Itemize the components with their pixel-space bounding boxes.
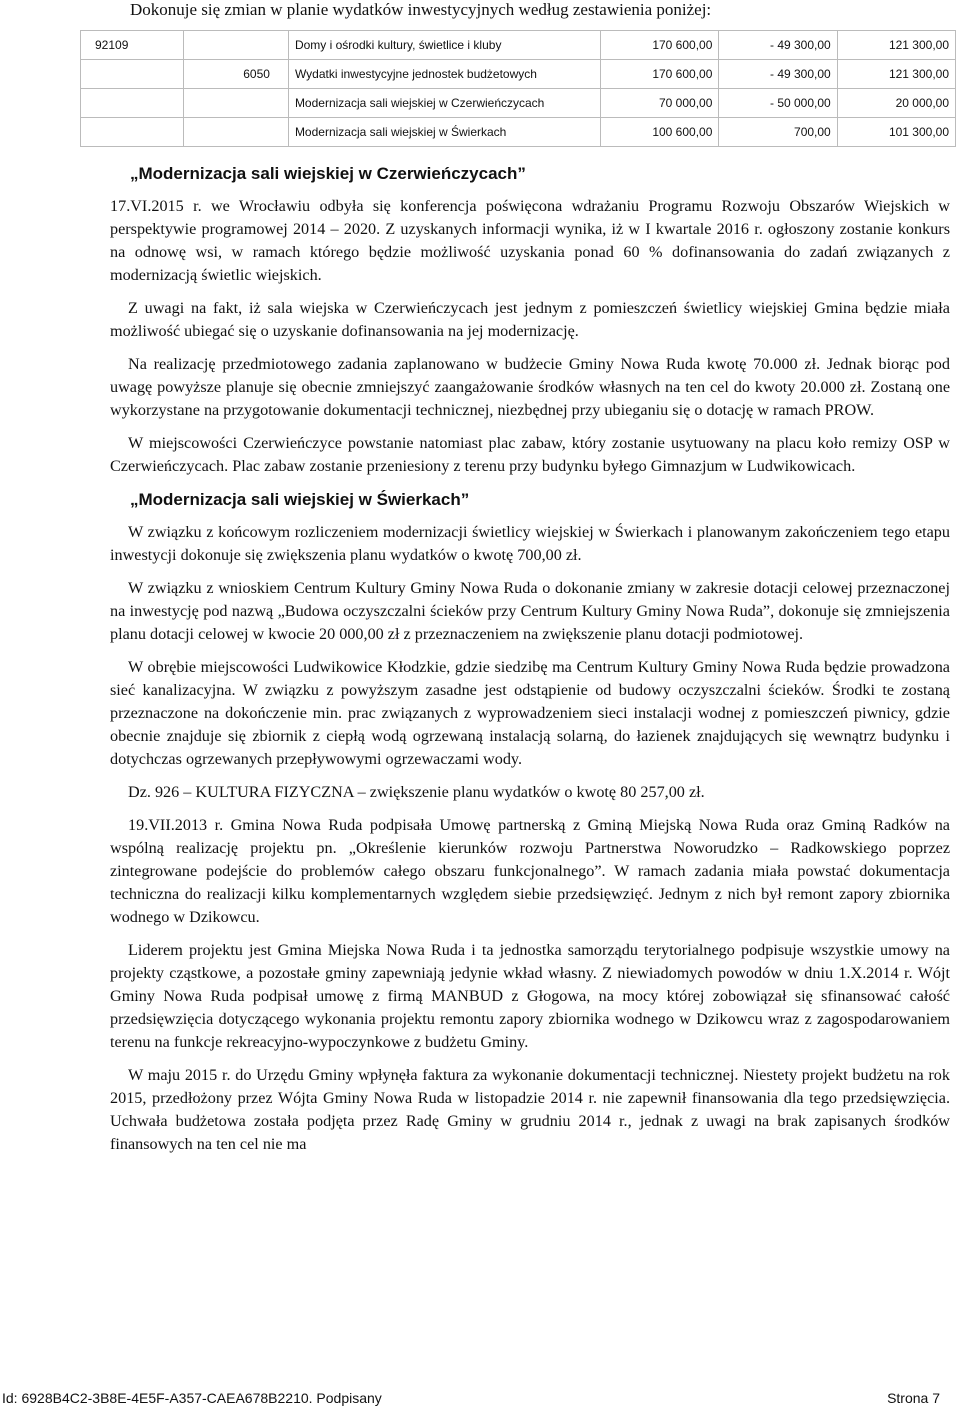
paragraph: W maju 2015 r. do Urzędu Gminy wpłynęła faktura za wykonanie dokumentacji technicznej. Niestety projekt budżetu na rok 2015, przedłożony przez Wójta Gminy Nowa Ruda w listopadzie 2014 r. nie zapewnił finansowania dla tego przedsięwzięcia. Uchwała budżetowa została podjęta przez Radę Gminy w grudniu 2014 r., jednak z uwagi na brak zapisanych środków finansowych na ten cel nie ma [110,1066,950,1153]
paragraph: W związku z wnioskiem Centrum Kultury Gminy Nowa Ruda o dokonanie zmiany w zakresie dotacji celowej przeznaczonej na inwestycję pod nazwą „Budowa oczyszczalni ścieków przy Centrum Kultury Gminy Nowa Ruda”, dokonuje się zmniejszenia planu dotacji celowej w kwocie 20 000,00 zł z przeznaczeniem na zwiększenie planu dotacji podmiotowej. [110,579,950,643]
paragraph: 19.VII.2013 r. Gmina Nowa Ruda podpisała Umowę partnerską z Gminą Miejską Nowa Ruda oraz Gminą Radków na wspólną realizację projektu pn. „Określenie kierunków rozwoju Partnerstwa Noworudzko – Radkowskiego poprzez zintegrowane podejście do problemów całego obszaru funkcjonalnego”. W ramach zadania miała powstać dokumentacja techniczna do realizacji kilku komplementarnych względem siebie przedsięwzięć. Jednym z nich był remont zapory zbiornika wodnego w Dzikowcu. [110,816,950,926]
intro-text: Dokonuje się zmian w planie wydatków inwestycyjnych według zestawienia poniżej: [130,0,712,19]
table-cell-name: Wydatki inwestycyjne jednostek budżetowych [288,60,600,89]
paragraph: W miejscowości Czerwieńczyce powstanie natomiast plac zabaw, który zostanie usytuowany na placu koło remizy OSP w Czerwieńczycach. Plac zabaw zostanie przeniesiony z terenu przy budynku byłego Gimnazjum w Ludwikowicach. [110,434,950,475]
table-cell-plan: 170 600,00 [601,31,719,60]
table-cell-paragraf [183,31,288,60]
table-cell-name: Domy i ośrodki kultury, świetlice i kluby [288,31,600,60]
table-row [81,118,956,147]
table-cell-change: 700,00 [719,118,837,147]
table-cell-change: - 50 000,00 [719,89,837,118]
table-cell-after: 121 300,00 [837,31,955,60]
paragraph: Z uwagi na fakt, iż sala wiejska w Czerwieńczycach jest jednym z pomieszczeń świetlicy wiejskiej Gmina będzie miała możliwość ubiegać się o uzyskanie dofinansowania na jej modernizację. [110,299,950,340]
table-cell-name: Modernizacja sali wiejskiej w Czerwieńczycach [288,89,600,118]
table-row [81,60,956,89]
table-row [81,31,956,60]
section-heading-czerwienczyce: „Modernizacja sali wiejskiej w Czerwieńczycach” [130,164,526,183]
table-cell-dzial [81,60,184,89]
document-id: Id: 6928B4C2-3B8E-4E5F-A357-CAEA678B2210. Podpisany [2,1390,382,1406]
table-cell-change: - 49 300,00 [719,31,837,60]
paragraph: W obrębie miejscowości Ludwikowice Kłodzkie, gdzie siedzibę ma Centrum Kultury Gminy Nowa Ruda będzie prowadzona sieć kanalizacyjna. W związku z powyższym zasadne jest odstąpienie od budowy oczyszczalni ścieków. Środki te zostaną przeznaczone na dokończenie min. prac związanych z wyprowadzeniem sieci instalacji wodnej z pomieszczeń piwnicy, gdzie obecnie znajduje się zbiornik z ciepłą wodą ogrzewaną instalacją solarną, do łazienek znajdujących się wewnątrz budynku i dotychczas ogrzewanych przepływowymi ogrzewaczami wody. [110,658,950,768]
table-cell-paragraf [183,118,288,147]
table-cell-paragraf: 6050 [183,60,288,89]
document-body [110,162,950,1166]
table-cell-after: 20 000,00 [837,89,955,118]
table-cell-dzial [81,89,184,118]
paragraph: Liderem projektu jest Gmina Miejska Nowa Ruda i ta jednostka samorządu terytorialnego podpisuje wszystkie umowy na projekty cząstkowe, a pozostałe gminy zapewniają jedynie wkład własny. Z niewiadomych powodów w dniu 1.X.2014 r. Wójt Gminy Nowa Ruda podpisał umowę z firmą MANBUD z Głogowa, na mocy której zobowiązał się sfinansować całość przedsięwzięcia dotyczącego wykonania projektu remontu zapory zbiornika wodnego w Dzikowcu wraz z zagospodarowaniem terenu na funkcje rekreacyjno-wypoczynkowe z budżetu Gminy. [110,941,950,1051]
table-cell-plan: 100 600,00 [601,118,719,147]
paragraph: Na realizację przedmiotowego zadania zaplanowano w budżecie Gminy Nowa Ruda kwotę 70.000 zł. Jednak biorąc pod uwagę powyższe planuje się obecnie zmniejszyć zaangażowanie środków własnych na ten cel do kwoty 20.000 zł. Zostaną one wykorzystane na przygotowanie dokumentacji technicznej, niezbędnej przy ubieganiu się o dotację w ramach PROW. [110,355,950,419]
paragraph: Dz. 926 – KULTURA FIZYCZNA – zwiększenie planu wydatków o kwotę 80 257,00 zł. [128,783,705,801]
table-cell-dzial: 92109 [81,31,184,60]
table-cell-after: 121 300,00 [837,60,955,89]
paragraph: W związku z końcowym rozliczeniem modernizacji świetlicy wiejskiej w Świerkach i planowanym zakończeniem tego etapu inwestycji dokonuje się zwiększenia planu wydatków o kwotę 700,00 zł. [110,523,950,564]
table-cell-dzial [81,118,184,147]
table-cell-change: - 49 300,00 [719,60,837,89]
budget-table [80,30,956,147]
table-cell-name: Modernizacja sali wiejskiej w Świerkach [288,118,600,147]
table-row [81,89,956,118]
section-heading-swierki: „Modernizacja sali wiejskiej w Świerkach” [130,490,470,509]
table-cell-plan: 70 000,00 [601,89,719,118]
table-cell-after: 101 300,00 [837,118,955,147]
table-cell-paragraf [183,89,288,118]
table-cell-plan: 170 600,00 [601,60,719,89]
page-number: Strona 7 [887,1390,940,1406]
paragraph: 17.VI.2015 r. we Wrocławiu odbyła się konferencja poświęcona wdrażaniu Programu Rozwoju Obszarów Wiejskich w perspektywie programowej 2014 – 2020. Z uzyskanych informacji wynika, iż w I kwartale 2016 r. ogłoszony zostanie konkurs na odnowę wsi, w ramach którego będzie możliwość uzyskania ponad 60 % dofinansowania do zadań związanych z modernizacją świetlic wiejskich. [110,197,950,284]
